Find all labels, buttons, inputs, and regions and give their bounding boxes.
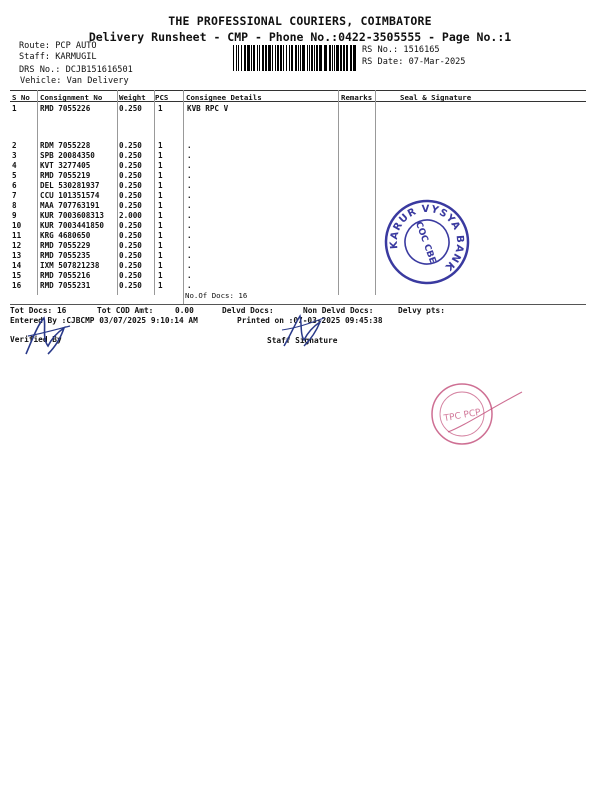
row-weight: 0.250 xyxy=(119,251,142,260)
row-sno: 12 xyxy=(12,241,22,250)
staff-signature-label: Staff Signature xyxy=(267,336,338,345)
row-sno: 9 xyxy=(12,211,17,220)
svg-text:KARUR VYSYA BANK: KARUR VYSYA BANK xyxy=(388,203,466,273)
row-sno: 8 xyxy=(12,201,17,210)
staff-label: Staff: KARMUGIL xyxy=(19,52,97,62)
row-pcs: 1 xyxy=(158,221,163,230)
row-pcs: 1 xyxy=(158,231,163,240)
row-consignment: RMD 7055229 xyxy=(40,241,91,250)
row-weight: 0.250 xyxy=(119,141,142,150)
runsheet-subtitle: Delivery Runsheet - CMP - Phone No.:0422-3505555 - Page No.:1 xyxy=(88,30,512,44)
row-sno: 4 xyxy=(12,161,17,170)
row-weight: 0.250 xyxy=(119,181,142,190)
row-sno: 7 xyxy=(12,191,17,200)
row-sno: 6 xyxy=(12,181,17,190)
entered-by: Entered By :CJBCMP 03/07/2025 9:10:14 AM xyxy=(10,316,198,325)
pcp-stamp xyxy=(428,380,528,452)
row-sno: 15 xyxy=(12,271,22,280)
row-consignment: MAA 707763191 xyxy=(40,201,100,210)
row-pcs: 1 xyxy=(158,201,163,210)
svg-text:COC CBE: COC CBE xyxy=(412,220,438,265)
col-divider xyxy=(183,90,184,304)
row-pcs: 1 xyxy=(158,241,163,250)
row-pcs: 1 xyxy=(158,211,163,220)
row-weight: 0.250 xyxy=(119,231,142,240)
row-consignment: KVT 3277405 xyxy=(40,161,91,170)
row-consignment: RMD 7055219 xyxy=(40,171,91,180)
row-consignee: . xyxy=(187,171,192,180)
row-consignee: KVB RPC V xyxy=(187,104,229,113)
row-pcs: 1 xyxy=(158,271,163,280)
row-pcs: 1 xyxy=(158,191,163,200)
row-weight: 0.250 xyxy=(119,261,142,270)
row-consignee: . xyxy=(187,261,192,270)
no-of-docs: No.Of Docs: 16 xyxy=(185,291,248,300)
row-weight: 2.000 xyxy=(119,211,142,220)
row-consignment: KRG 4680650 xyxy=(40,231,91,240)
col-header-weight: Weight xyxy=(119,93,146,102)
vehicle-label: Vehicle: Van Delivery xyxy=(20,76,129,86)
row-sno: 14 xyxy=(12,261,22,270)
row-consignee: . xyxy=(187,221,192,230)
svg-text:TPC PCP: TPC PCP xyxy=(443,407,482,425)
printed-on: Printed on :07-03-2025 09:45:38 xyxy=(237,316,383,325)
row-weight: 0.250 xyxy=(119,221,142,230)
row-consignment: CCU 101351574 xyxy=(40,191,100,200)
row-weight: 0.250 xyxy=(119,171,142,180)
row-consignment: RMD 7055231 xyxy=(40,281,91,290)
row-consignee: . xyxy=(187,181,192,190)
row-consignee: . xyxy=(187,231,192,240)
row-consignment: RMD 7055235 xyxy=(40,251,91,260)
route-label: Route: PCP AUTO xyxy=(19,41,97,51)
barcode-image xyxy=(233,45,357,71)
row-pcs: 1 xyxy=(158,151,163,160)
col-divider xyxy=(154,90,155,295)
tot-docs: Tot Docs: 16 xyxy=(10,306,67,315)
row-pcs: 1 xyxy=(158,141,163,150)
row-consignment: KUR 7003608313 xyxy=(40,211,105,220)
row-pcs: 1 xyxy=(158,261,163,270)
row-consignment: SPB 20084350 xyxy=(40,151,95,160)
table-top-border xyxy=(10,90,586,91)
bank-stamp xyxy=(383,198,471,286)
row-consignment: RMD 7055216 xyxy=(40,271,91,280)
drs-number: DRS No.: DCJB151616501 xyxy=(19,65,133,75)
row-sno: 16 xyxy=(12,281,22,290)
delvd-docs: Delvd Docs: xyxy=(222,306,274,315)
row-consignee: . xyxy=(187,281,192,290)
row-consignment: IXM 507821238 xyxy=(40,261,100,270)
row-consignee: . xyxy=(187,251,192,260)
col-divider xyxy=(375,90,376,295)
tot-cod-label: Tot COD Amt: xyxy=(97,306,154,315)
row-consignment: RMD 7055226 xyxy=(40,104,91,113)
row-weight: 0.250 xyxy=(119,161,142,170)
rs-date: RS Date: 07-Mar-2025 xyxy=(362,57,466,67)
rs-number: RS No.: 1516165 xyxy=(362,45,440,55)
row-consignee: . xyxy=(187,151,192,160)
row-consignee: . xyxy=(187,211,192,220)
row-sno: 11 xyxy=(12,231,22,240)
row-consignee: . xyxy=(187,201,192,210)
row-weight: 0.250 xyxy=(119,151,142,160)
row-consignee: . xyxy=(187,241,192,250)
non-delvd-docs: Non Delvd Docs: xyxy=(303,306,374,315)
row-pcs: 1 xyxy=(158,171,163,180)
col-header-sno: S No xyxy=(12,93,30,102)
verifier-signature xyxy=(18,310,78,360)
staff-signature xyxy=(278,310,328,352)
col-header-pcs: PCS xyxy=(155,93,169,102)
row-consignment: RDM 7055228 xyxy=(40,141,91,150)
col-header-seal: Seal & Signature xyxy=(400,93,472,102)
delvy-pts: Delvy pts: xyxy=(398,306,445,315)
col-header-consignment: Consignment No xyxy=(40,93,103,102)
row-pcs: 1 xyxy=(158,161,163,170)
company-title: THE PROFESSIONAL COURIERS, COIMBATORE xyxy=(168,14,432,28)
row-consignee: . xyxy=(187,271,192,280)
row-consignee: . xyxy=(187,141,192,150)
table-bottom-border xyxy=(10,304,586,305)
row-pcs: 1 xyxy=(158,251,163,260)
row-weight: 0.250 xyxy=(119,281,142,290)
row-consignment: DEL 530281937 xyxy=(40,181,100,190)
row-sno: 10 xyxy=(12,221,22,230)
col-header-consignee: Consignee Details xyxy=(186,93,262,102)
row-sno: 13 xyxy=(12,251,22,260)
tot-cod-value: 0.00 xyxy=(175,306,194,315)
col-header-remarks: Remarks xyxy=(341,93,373,102)
col-divider xyxy=(37,90,38,295)
row-sno: 2 xyxy=(12,141,17,150)
row-pcs: 1 xyxy=(158,181,163,190)
row-sno: 5 xyxy=(12,171,17,180)
row-sno: 1 xyxy=(12,104,17,113)
row-consignee: . xyxy=(187,191,192,200)
row-weight: 0.250 xyxy=(119,271,142,280)
row-pcs: 1 xyxy=(158,281,163,290)
row-consignee: . xyxy=(187,161,192,170)
verified-by-label: Verified By xyxy=(10,335,62,344)
row-pcs: 1 xyxy=(158,104,163,113)
row-sno: 3 xyxy=(12,151,17,160)
row-consignment: KUR 7003441850 xyxy=(40,221,105,230)
col-divider xyxy=(338,90,339,295)
row-weight: 0.250 xyxy=(119,191,142,200)
row-weight: 0.250 xyxy=(119,104,142,113)
row-weight: 0.250 xyxy=(119,201,142,210)
row-weight: 0.250 xyxy=(119,241,142,250)
col-divider xyxy=(117,90,118,295)
